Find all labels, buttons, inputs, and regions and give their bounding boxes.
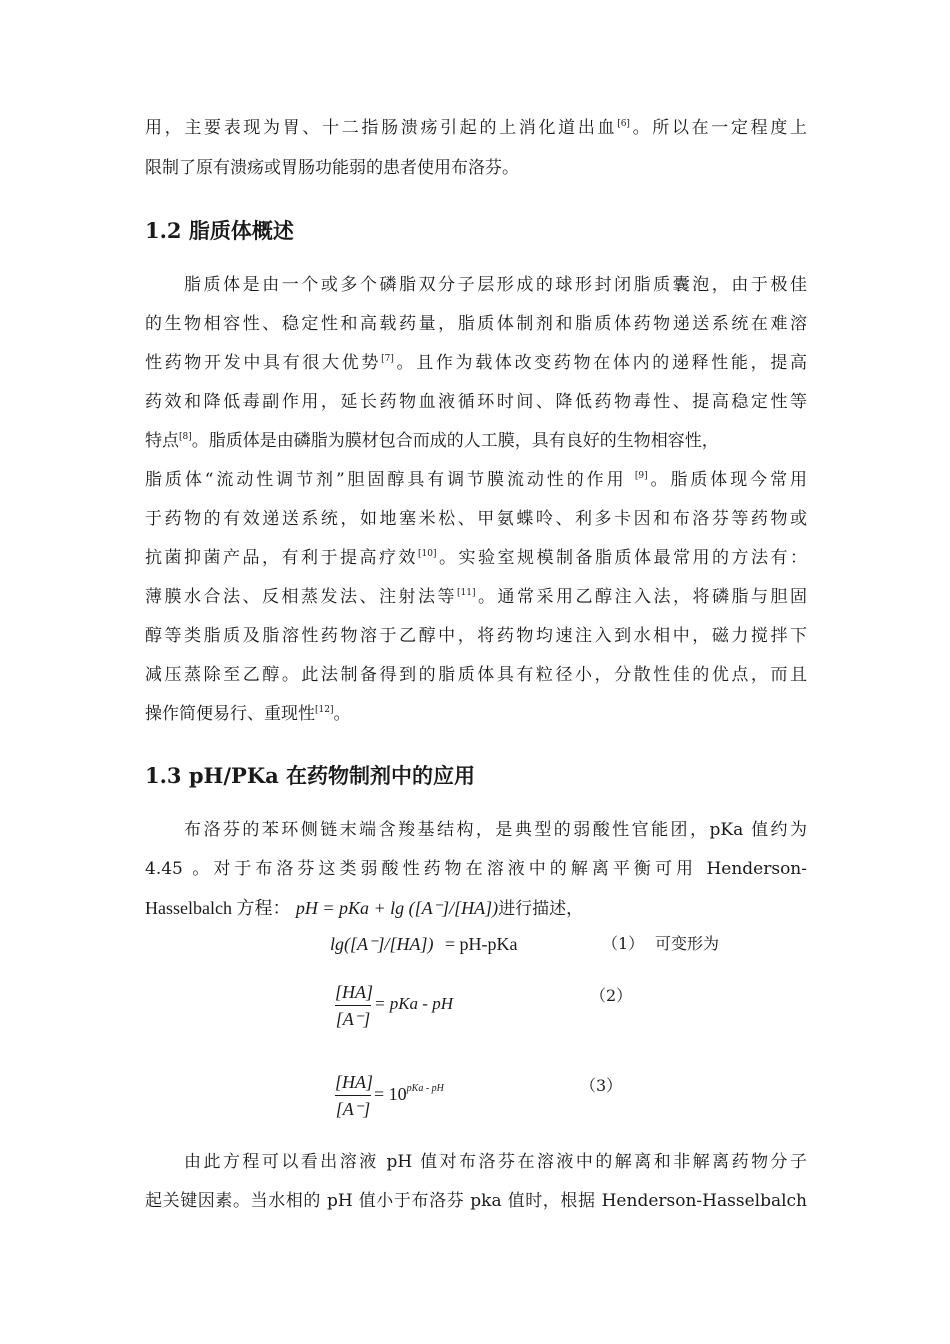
paragraph-line (145, 587, 807, 607)
inline-equation: pH = pKa + lg ([A⁻]/[HA]) (295, 898, 499, 918)
paragraph-line: 醇等类脂质及脂溶性药物溶于乙醇中，将药物均速注入到水相中，磁力搅拌下 (145, 626, 807, 646)
text-run: 抗菌抑菌产品，有利于提高疗效 (145, 548, 419, 568)
paragraph-line: 由此方程可以看出溶液 pH 值对布洛芬在溶液中的解离和非解离药物分子 (184, 1152, 807, 1172)
paragraph-line (145, 470, 807, 490)
paragraph-line (145, 118, 807, 138)
citation-ref[interactable]: [8] (179, 432, 192, 442)
fraction-bar (335, 1095, 371, 1096)
equation-3-fraction (335, 1071, 374, 1120)
text-run: 。通常采用乙醇注入法，将磷脂与胆固 (475, 587, 808, 607)
text-run: 。脂质体现今常用 (647, 470, 807, 490)
equation-1 (330, 933, 518, 956)
paragraph-line: 起关键因素。当水相的 pH 值小于布洛芬 pka 值时，根据 Henderson-Hasselbalch (145, 1191, 807, 1211)
equation-3-label: （3） (580, 1076, 623, 1095)
citation-ref[interactable]: [9] (634, 471, 648, 481)
paragraph-line (145, 898, 807, 919)
equation-2-fraction (335, 981, 374, 1030)
equation-2-rhs: = pKa - pH (374, 994, 453, 1013)
citation-ref[interactable]: [11] (457, 588, 476, 598)
equation-rhs: = pH-pKa (444, 934, 518, 954)
text-run: 。脂质体是由磷脂为膜材包合而成的人工膜，具有良好的生物相容性， (191, 431, 719, 451)
equation-2-label: （2） (590, 986, 633, 1005)
paragraph-line: 布洛芬的苯环侧链末端含羧基结构，是典型的弱酸性官能团，pKa 值约为 (184, 820, 807, 840)
equation-exponent: pKa - pH (406, 1083, 444, 1094)
text-run: 。实验室规模制备脂质体最常用的方法有： (436, 548, 808, 568)
paragraph-line (145, 704, 807, 724)
section-heading-1-2: 1.2 脂质体概述 (145, 218, 294, 243)
paragraph-line: 脂质体是由一个或多个磷脂双分子层形成的球形封闭脂质囊泡，由于极佳 (184, 275, 807, 295)
text-run: 脂质体“流动性调节剂”胆固醇具有调节膜流动性的作用 (145, 470, 635, 490)
text-run: 。 (333, 704, 351, 724)
paragraph-line (145, 548, 807, 568)
equation-3-rhs (374, 1083, 444, 1106)
fraction-numerator: [HA] (335, 1072, 374, 1092)
equation-lhs: lg([A⁻]/[HA]) (330, 934, 434, 954)
paragraph-line: 的生物相容性、稳定性和高载药量，脂质体制剂和脂质体药物递送系统在难溶 (145, 314, 807, 334)
paragraph-line: 减压蒸除至乙醇。此法制备得到的脂质体具有粒径小，分散性佳的优点，而且 (145, 665, 807, 685)
equation-1-label: （1） (602, 934, 645, 953)
text-run: 性药物开发中具有很大优势 (145, 353, 382, 373)
section-heading-1-3: 1.3 pH/PKa 在药物制剂中的应用 (145, 763, 476, 788)
citation-ref[interactable]: [6] (617, 119, 630, 129)
text-run: 用，主要表现为胃、十二指肠溃疡引起的上消化道出血 (145, 118, 618, 138)
paragraph-line: 4.45 。对于布洛芬这类弱酸性药物在溶液中的解离平衡可用 Henderson- (145, 859, 807, 879)
fraction-denominator: [A⁻] (335, 1099, 371, 1119)
text-run: 操作简便易行、重现性 (145, 704, 315, 724)
text-run: 进行描述， (498, 899, 584, 919)
citation-ref[interactable]: [12] (315, 705, 334, 715)
fraction-denominator: [A⁻] (335, 1009, 371, 1029)
text-run: 薄膜水合法、反相蒸发法、注射法等 (145, 587, 458, 607)
fraction-bar (335, 1005, 371, 1006)
paragraph-line: 限制了原有溃疡或胃肠功能弱的患者使用布洛芬。 (145, 158, 519, 178)
text-run: 。所以在一定程度上 (629, 118, 808, 138)
fraction-numerator: [HA] (335, 982, 374, 1002)
paragraph-line: 于药物的有效递送系统，如地塞米松、甲氨蝶呤、利多卡因和布洛芬等药物或 (145, 509, 807, 529)
equation-1-note: 可变形为 (655, 934, 720, 953)
text-run: 特点 (145, 431, 179, 451)
citation-ref[interactable]: [10] (418, 549, 437, 559)
text-run: Hasselbalch 方程： (145, 898, 291, 918)
paragraph-line (145, 353, 807, 373)
paragraph-line: 药效和降低毒副作用，延长药物血液循环时间、降低药物毒性、提高稳定性等 (145, 392, 807, 412)
text-run: 。且作为载体改变药物在体内的递释性能，提高 (393, 353, 808, 373)
paragraph-line (145, 431, 807, 451)
citation-ref[interactable]: [7] (381, 354, 394, 364)
equation-base: = 10 (374, 1084, 407, 1104)
